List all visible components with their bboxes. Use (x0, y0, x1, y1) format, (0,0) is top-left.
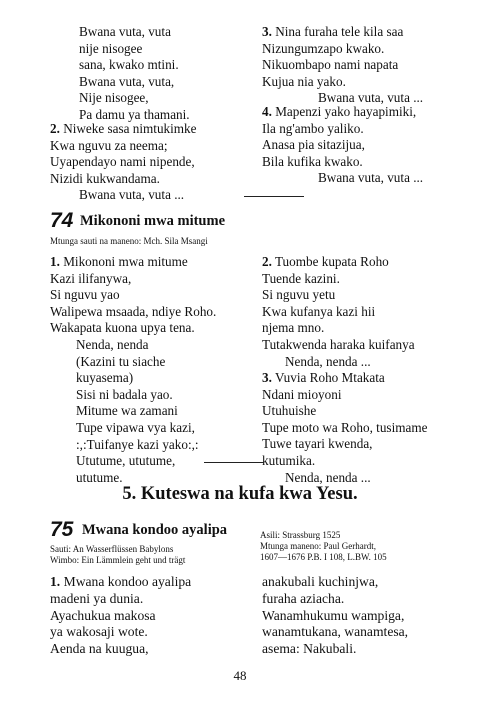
verse-line: Wakapata kuona upya tena. (50, 320, 195, 336)
hymn-sauti: Sauti: An Wasserflüssen Babylons (50, 544, 174, 554)
verse-line: Pa damu ya thamani. (79, 106, 190, 122)
verse-line: madeni ya dunia. (50, 590, 144, 606)
verse-line: Bila kufika kwako. (262, 153, 363, 169)
verse-number: 1. (50, 574, 61, 589)
hymn-wimbo: Wimbo: Ein Lämmlein geht und trägt (50, 555, 186, 565)
chorus-line: kuyasema) (76, 370, 134, 386)
verse-line: Bwana vuta, vuta, (79, 73, 175, 89)
verse-line: Tutakwenda haraka kuifanya (262, 336, 415, 352)
verse-line: kutumika. (262, 452, 316, 468)
chorus-line: Ututume, ututume, (76, 453, 176, 469)
top-right-verse-3 (262, 24, 423, 107)
hymn-dates: 1607—1676 P.B. I 108, L.BW. 105 (260, 552, 387, 562)
verse-line: Tuende kazini. (262, 270, 340, 286)
verse-number: 3. (262, 24, 272, 39)
chorus-line: :,:Tuifanye kazi yako:,: (76, 436, 199, 452)
hymn74-verse-1 (50, 254, 216, 337)
verse-line: Si nguvu yetu (262, 287, 336, 303)
top-left-verse-2 (50, 121, 197, 204)
hymn-number: 75 (50, 518, 74, 541)
top-right-verse-4 (262, 104, 423, 187)
verse-line: furaha aziacha. (262, 590, 345, 606)
verse-line: ya wakosaji wote. (50, 624, 148, 640)
verse-line: Nizidi kukwandama. (50, 170, 160, 186)
verse-line: Tuombe kupata Roho (274, 254, 389, 269)
chorus-line: Tupe vipawa vya kazi, (76, 419, 195, 435)
verse-line: Kwa nguvu za neema; (50, 137, 168, 153)
verse-line: Mwana kondoo ayalipa (63, 574, 192, 589)
verse-number: 2. (50, 121, 60, 136)
verse-line: Ila ng'ambo yaliko. (262, 120, 364, 136)
verse-line: Tupe moto wa Roho, tusimame (262, 419, 428, 435)
refrain-line: Nenda, nenda ... (285, 469, 371, 485)
refrain-line: Bwana vuta, vuta ... (318, 90, 424, 106)
verse-line: Niweke sasa nimtukimke (63, 121, 197, 136)
verse-line: Walipewa msaada, ndiye Roho. (50, 303, 217, 319)
verse-line: Si nguvu yao (50, 287, 120, 303)
verse-line: Kwa kufanya kazi hii (262, 303, 376, 319)
verse-number: 4. (262, 104, 272, 119)
verse-line: Mikononi mwa mitume (63, 254, 188, 269)
verse-line: Nikuombapo nami napata (262, 57, 399, 73)
hymn74-verse-3 (262, 370, 427, 486)
verse-number: 3. (262, 370, 272, 385)
verse-line: Uyapendayo nami nipende, (50, 154, 195, 170)
hymn74-chorus (76, 337, 199, 486)
verse-line: wanamtukana, wanamtesa, (262, 624, 409, 640)
verse-line: Ayachukua makosa (50, 607, 156, 623)
verse-line: Mapenzi yako hayapimiki, (275, 104, 417, 119)
refrain-line: Bwana vuta, vuta ... (318, 170, 424, 186)
verse-line: Kazi ilifanywa, (50, 270, 132, 286)
refrain-line: Nenda, nenda ... (285, 353, 371, 369)
page-number: 48 (233, 668, 247, 683)
verse-line: sana, kwako mtini. (79, 57, 179, 73)
verse-number: 2. (262, 254, 272, 269)
verse-line: Nizungumzapo kwako. (262, 40, 385, 56)
chorus-line: ututume. (76, 469, 123, 485)
section-title: 5. Kuteswa na kufa kwa Yesu. (122, 484, 358, 504)
chorus-line: Nenda, nenda (76, 337, 149, 352)
verse-line: njema mno. (262, 320, 325, 336)
hymn75-verse-1-cont (262, 574, 408, 658)
verse-line: Ndani mioyoni (262, 386, 342, 402)
hymn-credit: Mtunga sauti na maneno: Mch. Sila Msangi (50, 236, 208, 246)
verse-line: Vuvia Roho Mtakata (274, 370, 385, 385)
verse-end-rule (244, 196, 304, 197)
chorus-line: Mitume wa zamani (76, 403, 178, 419)
verse-line: nije nisogee (79, 40, 143, 56)
hymn75-verse-1 (50, 574, 191, 658)
verse-line: Anasa pia sitazijua, (262, 137, 365, 153)
hymn74-verse-2 (262, 254, 415, 370)
hymn-number: 74 (50, 209, 74, 232)
top-left-chorus-tail (79, 24, 190, 124)
refrain-line: Bwana vuta, vuta ... (79, 187, 185, 203)
verse-line: Utuhuishe (262, 403, 317, 419)
verse-line: asema: Nakubali. (262, 641, 357, 657)
verse-line: anakubali kuchinjwa, (262, 574, 379, 589)
hymn-end-rule (204, 462, 264, 463)
verse-line: Tuwe tayari kwenda, (262, 436, 373, 452)
hymn-mtunga: Mtunga maneno: Paul Gerhardt, (260, 541, 376, 551)
verse-line: Bwana vuta, vuta (79, 24, 171, 39)
hymn-title: Mikononi mwa mitume (80, 213, 225, 229)
verse-line: Nije nisogee, (79, 90, 149, 106)
hymn-asili: Asili: Strassburg 1525 (260, 530, 341, 540)
verse-number: 1. (50, 254, 60, 269)
hymn-title: Mwana kondoo ayalipa (82, 522, 228, 538)
chorus-line: Sisi ni badala yao. (76, 386, 173, 402)
verse-line: Aenda na kuugua, (50, 641, 149, 657)
verse-line: Nina furaha tele kila saa (275, 24, 404, 39)
verse-line: Wanamhukumu wampiga, (262, 607, 405, 623)
verse-line: Kujua nia yako. (262, 73, 346, 89)
chorus-line: (Kazini tu siache (76, 353, 166, 369)
